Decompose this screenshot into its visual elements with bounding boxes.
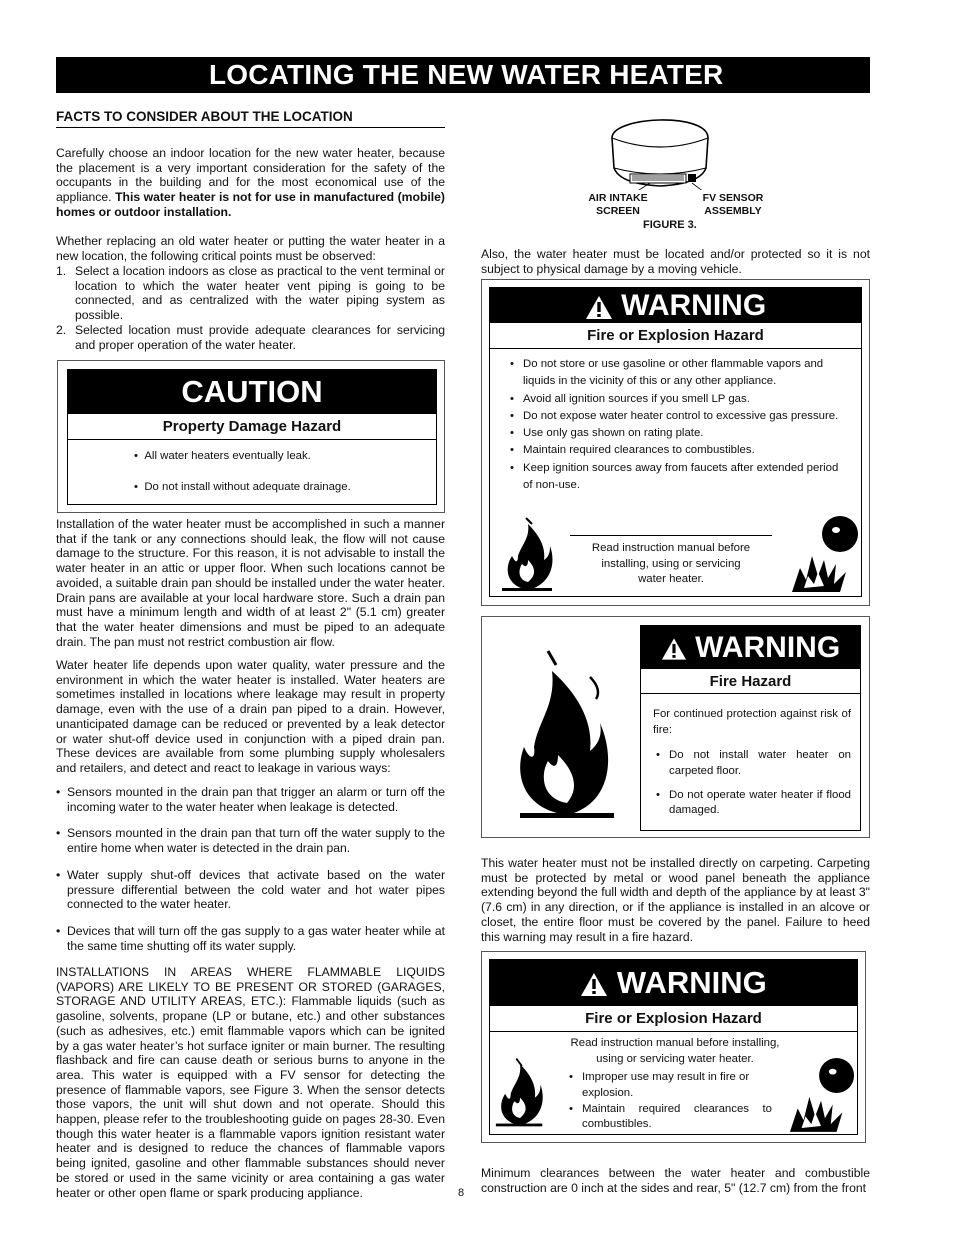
list-item: • Water supply shut-off devices that activate based on the water pressure differential between the cold water and hot water pipes connected to the water heater. xyxy=(56,867,445,912)
list-item: • Use only gas shown on rating plate. xyxy=(510,427,704,440)
fire-icon xyxy=(494,1052,546,1132)
list-item: 1. Select a location indoors as close as practical to the vent terminal or location to which the water heater vent piping is going to be connected, and as centralized with the water piping system as possible. xyxy=(56,264,445,323)
explosion-icon xyxy=(788,1052,856,1134)
warning-subheader: Fire Hazard xyxy=(641,669,860,694)
warning-header: WARNING xyxy=(490,288,861,323)
list-item: • Do not install without adequate drainage. xyxy=(134,481,351,493)
air-intake-label: AIR INTAKE SCREEN xyxy=(588,192,648,217)
list-item: • Do not install water heater on carpeted floor. xyxy=(656,749,851,777)
clearance-paragraph: Minimum clearances between the water heater and combustible construction are 0 inch at the sides and rear, 5" (12.7 cm) from the front xyxy=(481,1166,870,1195)
warning-header: WARNING xyxy=(641,626,860,669)
list-item: • Devices that will turn off the gas supply to a gas water heater while at the same time shutting off its water supply. xyxy=(56,923,445,953)
figure-caption: FIGURE 3. xyxy=(643,219,697,231)
replace-paragraph: Whether replacing an old water heater or putting the water heater in a new location, the following critical points must be observed: xyxy=(56,234,445,263)
list-item: • Maintain required clearances to combustibles. xyxy=(569,1102,772,1131)
list-item: • All water heaters eventually leak. xyxy=(134,450,311,462)
section-heading: FACTS TO CONSIDER ABOUT THE LOCATION xyxy=(56,109,445,128)
warning-box-fire-explosion xyxy=(481,279,870,606)
warning-list xyxy=(507,356,849,494)
large-fire-icon xyxy=(512,647,622,819)
list-item: • Keep ignition sources away from faucets after extended period of non-use. xyxy=(510,461,839,492)
install-paragraph: Installation of the water heater must be accomplished in such a manner that if the tank or any connections should leak, the flow will not cause damage to the structure. For this reason, it is not advisable to install the water heater in an attic or upper floor. When such locations cannot be avoided, a suitable drain pan should be installed under the water heater. Drain pans are available at your local hardware store. Such a drain pan must have a minimum length and width of at least 2" (5.1 cm) greater that the water heater dimensions and must be piped to an adequate drain. The pan must not restrict combustion air flow. xyxy=(56,517,445,649)
page-number: 8 xyxy=(458,1187,465,1199)
intro-bold-note: This water heater is not for use in manufactured (mobile) homes or outdoor installation. xyxy=(56,190,445,219)
caution-subheader: Property Damage Hazard xyxy=(68,414,436,440)
read-manual-note: Read instruction manual before installing, using or servicing water heater. xyxy=(570,1037,780,1065)
devices-list xyxy=(56,785,445,953)
list-item: • Do not store or use gasoline or other flammable vapors and liquids in the vicinity of this or any other appliance. xyxy=(510,358,824,388)
warning-box-fire-hazard xyxy=(481,616,870,838)
warning-triangle-icon xyxy=(661,637,687,661)
list-item: • Improper use may result in fire or explosion. xyxy=(569,1071,750,1099)
critical-points-list xyxy=(56,264,445,352)
caution-header: CAUTION xyxy=(68,370,436,414)
warning-intro: For continued protection against risk of fire: xyxy=(653,708,851,736)
warning-subheader: Fire or Explosion Hazard xyxy=(490,323,861,349)
read-manual-note: Read instruction manual before installing, using or servicing water heater. xyxy=(591,542,751,585)
list-item: • Avoid all ignition sources if you smell LP gas. xyxy=(510,392,750,405)
list-item: • Sensors mounted in the drain pan that trigger an alarm or turn off the incoming water to the water heater when leakage is detected. xyxy=(56,785,445,814)
warning-list xyxy=(566,1070,772,1133)
warning-box-fire-explosion-2 xyxy=(481,951,866,1143)
fv-sensor-illustration xyxy=(600,108,720,190)
explosion-icon xyxy=(790,510,860,594)
warning-list xyxy=(653,748,851,819)
damage-paragraph: Also, the water heater must be located and/or protected so it is not subject to physical damage by a moving vehicle. xyxy=(481,247,870,276)
warning-subheader: Fire or Explosion Hazard xyxy=(490,1006,857,1032)
list-item: • Sensors mounted in the drain pan that turn off the water supply to the entire home when water is detected in the drain pan. xyxy=(56,826,445,856)
list-item: • Do not operate water heater if flood damaged. xyxy=(656,788,851,817)
life-paragraph: Water heater life depends upon water quality, water pressure and the environment in which the water heater is installed. Water heaters are sometimes installed in locations where leakage may result in property damage, even with the use of a drain pan piped to a drain. However, unanticipated damage can be reduced or prevented by a leak detector or water shut-off device used in conjunction with a piped drain pan. These devices are available from some plumbing supply wholesalers and retailers, and detect and react to leakage in various ways: xyxy=(56,658,445,775)
page-title: LOCATING THE NEW WATER HEATER xyxy=(56,57,870,93)
fire-icon xyxy=(500,516,556,592)
warning-header: WARNING xyxy=(490,960,857,1006)
list-item: 2. Selected location must provide adequate clearances for servicing and proper operation of the water heater. xyxy=(56,322,445,352)
fv-sensor-label: FV SENSOR ASSEMBLY xyxy=(702,192,764,217)
carpet-paragraph: This water heater must not be installed directly on carpeting. Carpeting must be protected by metal or wood panel beneath the appliance extending beyond the full width and depth of the appliance by at least 3" (7.6 cm) in any direction, or if the appliance is installed in an alcove or closet, the entire floor must be covered by the panel. Failure to heed this warning may result in a fire hazard. xyxy=(481,856,870,944)
intro-paragraph: Carefully choose an indoor location for the new water heater, because the placement is a very important consideration for the safety of the occupants in the building and for the most economical use of the appliance. This water heater is not for use in manufactured (mobile) homes or outdoor installation. xyxy=(56,146,445,219)
warning-triangle-icon xyxy=(580,972,608,997)
list-item: • Do not expose water heater control to excessive gas pressure. xyxy=(510,409,839,422)
caution-box xyxy=(57,360,445,513)
warning-triangle-icon xyxy=(585,295,613,320)
list-item: • Maintain required clearances to combustibles. xyxy=(510,444,755,457)
flammable-paragraph: INSTALLATIONS IN AREAS WHERE FLAMMABLE LIQUIDS (VAPORS) ARE LIKELY TO BE PRESENT OR STORED (GARAGES, STORAGE AND UTILITY AREAS, ETC.): Flammable liquids (such as gasoline, solvents, propane (LP or butane, etc.) and other substances (such as adhesives, etc.) emit flammable vapors which can be ignited by a gas water heater’s hot surface igniter or main burner. The resulting flashback and fire can cause death or serious burns to anyone in the area. This water is equipped with a FV sensor for detecting the presence of flammable vapors, see Figure 3. When the sensor detects those vapors, the unit will shut down and not operate. Should this happen, please refer to the troubleshooting guide on pages 28-30. Even though this water heater is a flammable vapors ignition resistant water heater and is designed to reduce the chances of flammable vapors being ignited, gasoline and other flammable substances should never be stored or used in the same vicinity or area containing a gas water heater or other open flame or spark producing appliance. xyxy=(56,965,445,1200)
